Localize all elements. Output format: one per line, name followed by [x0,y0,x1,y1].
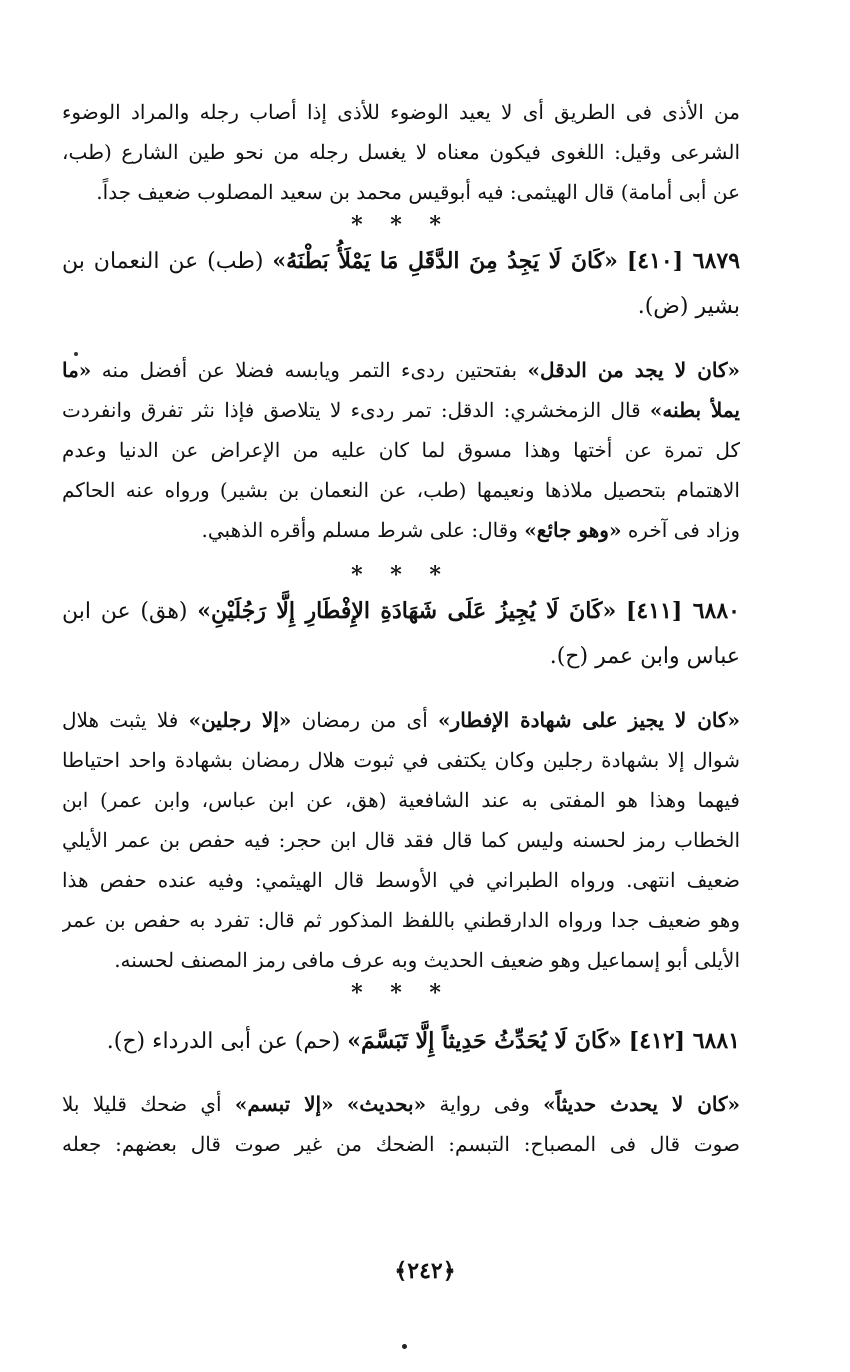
text-line: شوال إلا بشهادة رجلين وكان يكتفى في ثبوت هلال رمضان بشهادة واحد احتياطا [62,748,740,772]
hadith-source: (طب) عن النعمان بن [62,249,264,274]
hadith-entry-6879 [62,238,740,330]
text-line: الخطاب رمز لحسنه وليس كما قال فقد قال ابن حجر: فيه حفص بن عمر الأيلي [62,828,740,852]
hadith-number: ٦٨٨٠ [٤١١] [626,598,740,624]
print-speck [402,1344,407,1349]
text-line: الاهتمام بتحصيل ملاذها ونعيمها (طب، عن النعمان بن بشير) ورواه عنه الحاكم [62,478,740,502]
quoted-phrase: «بحديث» [346,1092,427,1116]
commentary-6880 [62,700,740,980]
text-line: من الأذى فى الطريق أى لا يعيد الوضوء للأذى إذا أصاب رجله والمراد الوضوء [62,100,740,124]
text-line: الأيلى أبو إسماعيل وهو ضعيف الحديث وبه عرف مافى رمز المصنف لحسنه. [114,948,740,972]
commentary-6879 [62,350,740,550]
quoted-phrase: يملأ بطنه» [649,398,740,422]
hadith-entry-6880 [62,588,740,680]
page-body [62,92,740,1164]
quoted-phrase: «كان لا يجد من الدقل» [527,358,740,382]
hadith-number: ٦٨٨١ [٤١٢] [628,1028,740,1054]
text-span: قال الزمخشري: الدقل: تمر ردىء لا يتلاصق فإذا نثر تفرق وانفردت [62,398,641,422]
text-line: الشرعى وقيل: اللغوى فيكون معناه لا يغسل رجله من نحو طين الشارع (طب، [62,140,740,164]
section-separator: * * * [351,212,451,238]
text-line: وهو ضعيف جدا ورواه الدارقطني باللفظ المذكور ثم قال: تفرد به حفص بن عمر [62,908,740,932]
commentary-6881 [62,1084,740,1164]
paragraph-continued [62,92,740,212]
quoted-phrase: «وهو جائع» [524,518,622,542]
text-line: كل تمرة عن أختها وهذا مسوق لما كان عليه من الإعراض عن الدنيا وعدم [62,438,740,462]
text-span: أي ضحك قليلا بلا [62,1092,222,1116]
section-separator: * * * [351,980,451,1006]
text-span: وقال: على شرط مسلم وأقره الذهبي. [201,518,518,542]
hadith-text: «كَانَ لَا يُجِيزُ عَلَى شَهَادَةِ الإِفْطَارِ إِلَّا رَجُلَيْنِ» [197,598,617,624]
text-span: بفتحتين ردىء التمر ويابسه فضلا عن أفضل منه [101,358,518,382]
text-line: فيهما وهذا هو المفتى به عند الشافعية (هق، عن ابن عباس، وابن عمر) ابن [62,788,740,812]
text-line: عن أبى أمامة) قال الهيثمى: فيه أبوقيس محمد بن سعيد المصلوب ضعيف جداً. [96,180,740,204]
hadith-source: (حم) عن أبى الدرداء (ح). [106,1029,341,1054]
text-line: صوت قال فى المصباح: التبسم: الضحك من غير صوت قال بعضهم: جعله [62,1132,740,1156]
quoted-phrase: «كان لا يحدث حديثاً» [543,1092,740,1116]
hadith-source-cont: بشير (ض). [637,294,740,319]
text-span: أى من رمضان [301,708,428,732]
text-span: وفى رواية [439,1092,530,1116]
text-span: وزاد فى آخره [627,518,740,542]
quoted-phrase: «كان لا يجيز على شهادة الإفطار» [438,708,740,732]
hadith-number: ٦٨٧٩ [٤١٠] [626,248,740,274]
section-separator: * * * [351,562,451,588]
print-speck [74,352,78,356]
hadith-entry-6881 [62,1018,740,1064]
quoted-phrase: «ما [62,358,92,382]
page-number: ﴿٢٤٢﴾ [394,1258,456,1284]
hadith-text: «كَانَ لَا يُحَدِّثُ حَدِيثاً إِلَّا تَبَسَّمَ» [347,1028,622,1054]
text-line: ضعيف انتهى. ورواه الطبراني في الأوسط قال الهيثمي: وفيه عنده حفص هذا [62,868,740,892]
text-span: فلا يثبت هلال [62,708,179,732]
hadith-source-cont: عباس وابن عمر (ح). [549,644,740,669]
quoted-phrase: «إلا تبسم» [234,1092,334,1116]
hadith-text: «كَانَ لَا يَجِدُ مِنَ الدَّقَلِ مَا يَمْلَأُ بَطْنَهُ» [272,248,618,274]
hadith-source: (هق) عن ابن [62,599,188,624]
quoted-phrase: «إلا رجلين» [188,708,292,732]
